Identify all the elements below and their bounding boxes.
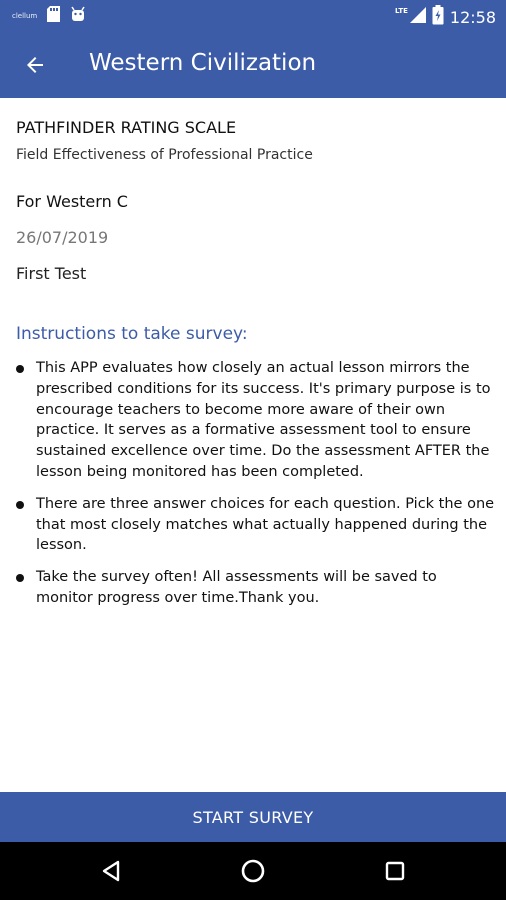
instruction-text: There are three answer choices for each question. Pick the one that most closely matches what actually happened during the lesson. xyxy=(36,495,495,554)
android-icon xyxy=(70,6,86,26)
scale-title: PATHFINDER RATING SCALE xyxy=(16,118,237,137)
nav-home-button[interactable] xyxy=(238,856,268,886)
status-bar xyxy=(0,0,506,32)
bullet-icon xyxy=(16,501,24,509)
carrier-label: clellum xyxy=(12,12,38,20)
bullet-icon xyxy=(16,574,24,582)
instruction-item xyxy=(16,494,496,556)
page-title: Western Civilization xyxy=(89,50,317,76)
network-type-label: LTE xyxy=(395,7,408,15)
battery-icon xyxy=(432,5,444,29)
instruction-item xyxy=(16,358,496,483)
bullet-icon xyxy=(16,365,24,373)
survey-for-label: For Western C xyxy=(16,192,128,211)
scale-subtitle: Field Effectiveness of Professional Practice xyxy=(16,147,313,163)
status-right xyxy=(395,5,496,29)
nav-recents-button[interactable] xyxy=(380,856,410,886)
back-button[interactable] xyxy=(14,44,56,86)
test-name: First Test xyxy=(16,264,87,283)
recents-square-icon xyxy=(384,860,406,882)
status-left xyxy=(12,6,86,26)
arrow-back-icon xyxy=(23,53,47,77)
file-icon xyxy=(47,6,60,26)
back-triangle-icon xyxy=(100,860,122,882)
navigation-bar xyxy=(0,842,506,900)
app-bar xyxy=(0,32,506,98)
instructions-heading: Instructions to take survey: xyxy=(16,324,248,344)
nav-back-button[interactable] xyxy=(96,856,126,886)
survey-date: 26/07/2019 xyxy=(16,228,109,247)
instruction-item xyxy=(16,567,496,609)
home-circle-icon xyxy=(240,858,266,884)
instruction-text: Take the survey often! All assessments will be saved to monitor progress over time.Thank you. xyxy=(36,569,437,606)
instruction-text: This APP evaluates how closely an actual lesson mirrors the prescribed conditions for its success. It's primary purpose is to encourage teachers to become more aware of their own practice. It serves as a formative assessment tool to ensure sustained excellence over time. Do the assessment AFTER the lesson being monitored has been completed. xyxy=(36,360,491,480)
status-time: 12:58 xyxy=(449,7,496,27)
signal-icon xyxy=(410,7,426,27)
instruction-list xyxy=(16,358,496,620)
start-survey-button[interactable]: START SURVEY xyxy=(0,792,506,842)
